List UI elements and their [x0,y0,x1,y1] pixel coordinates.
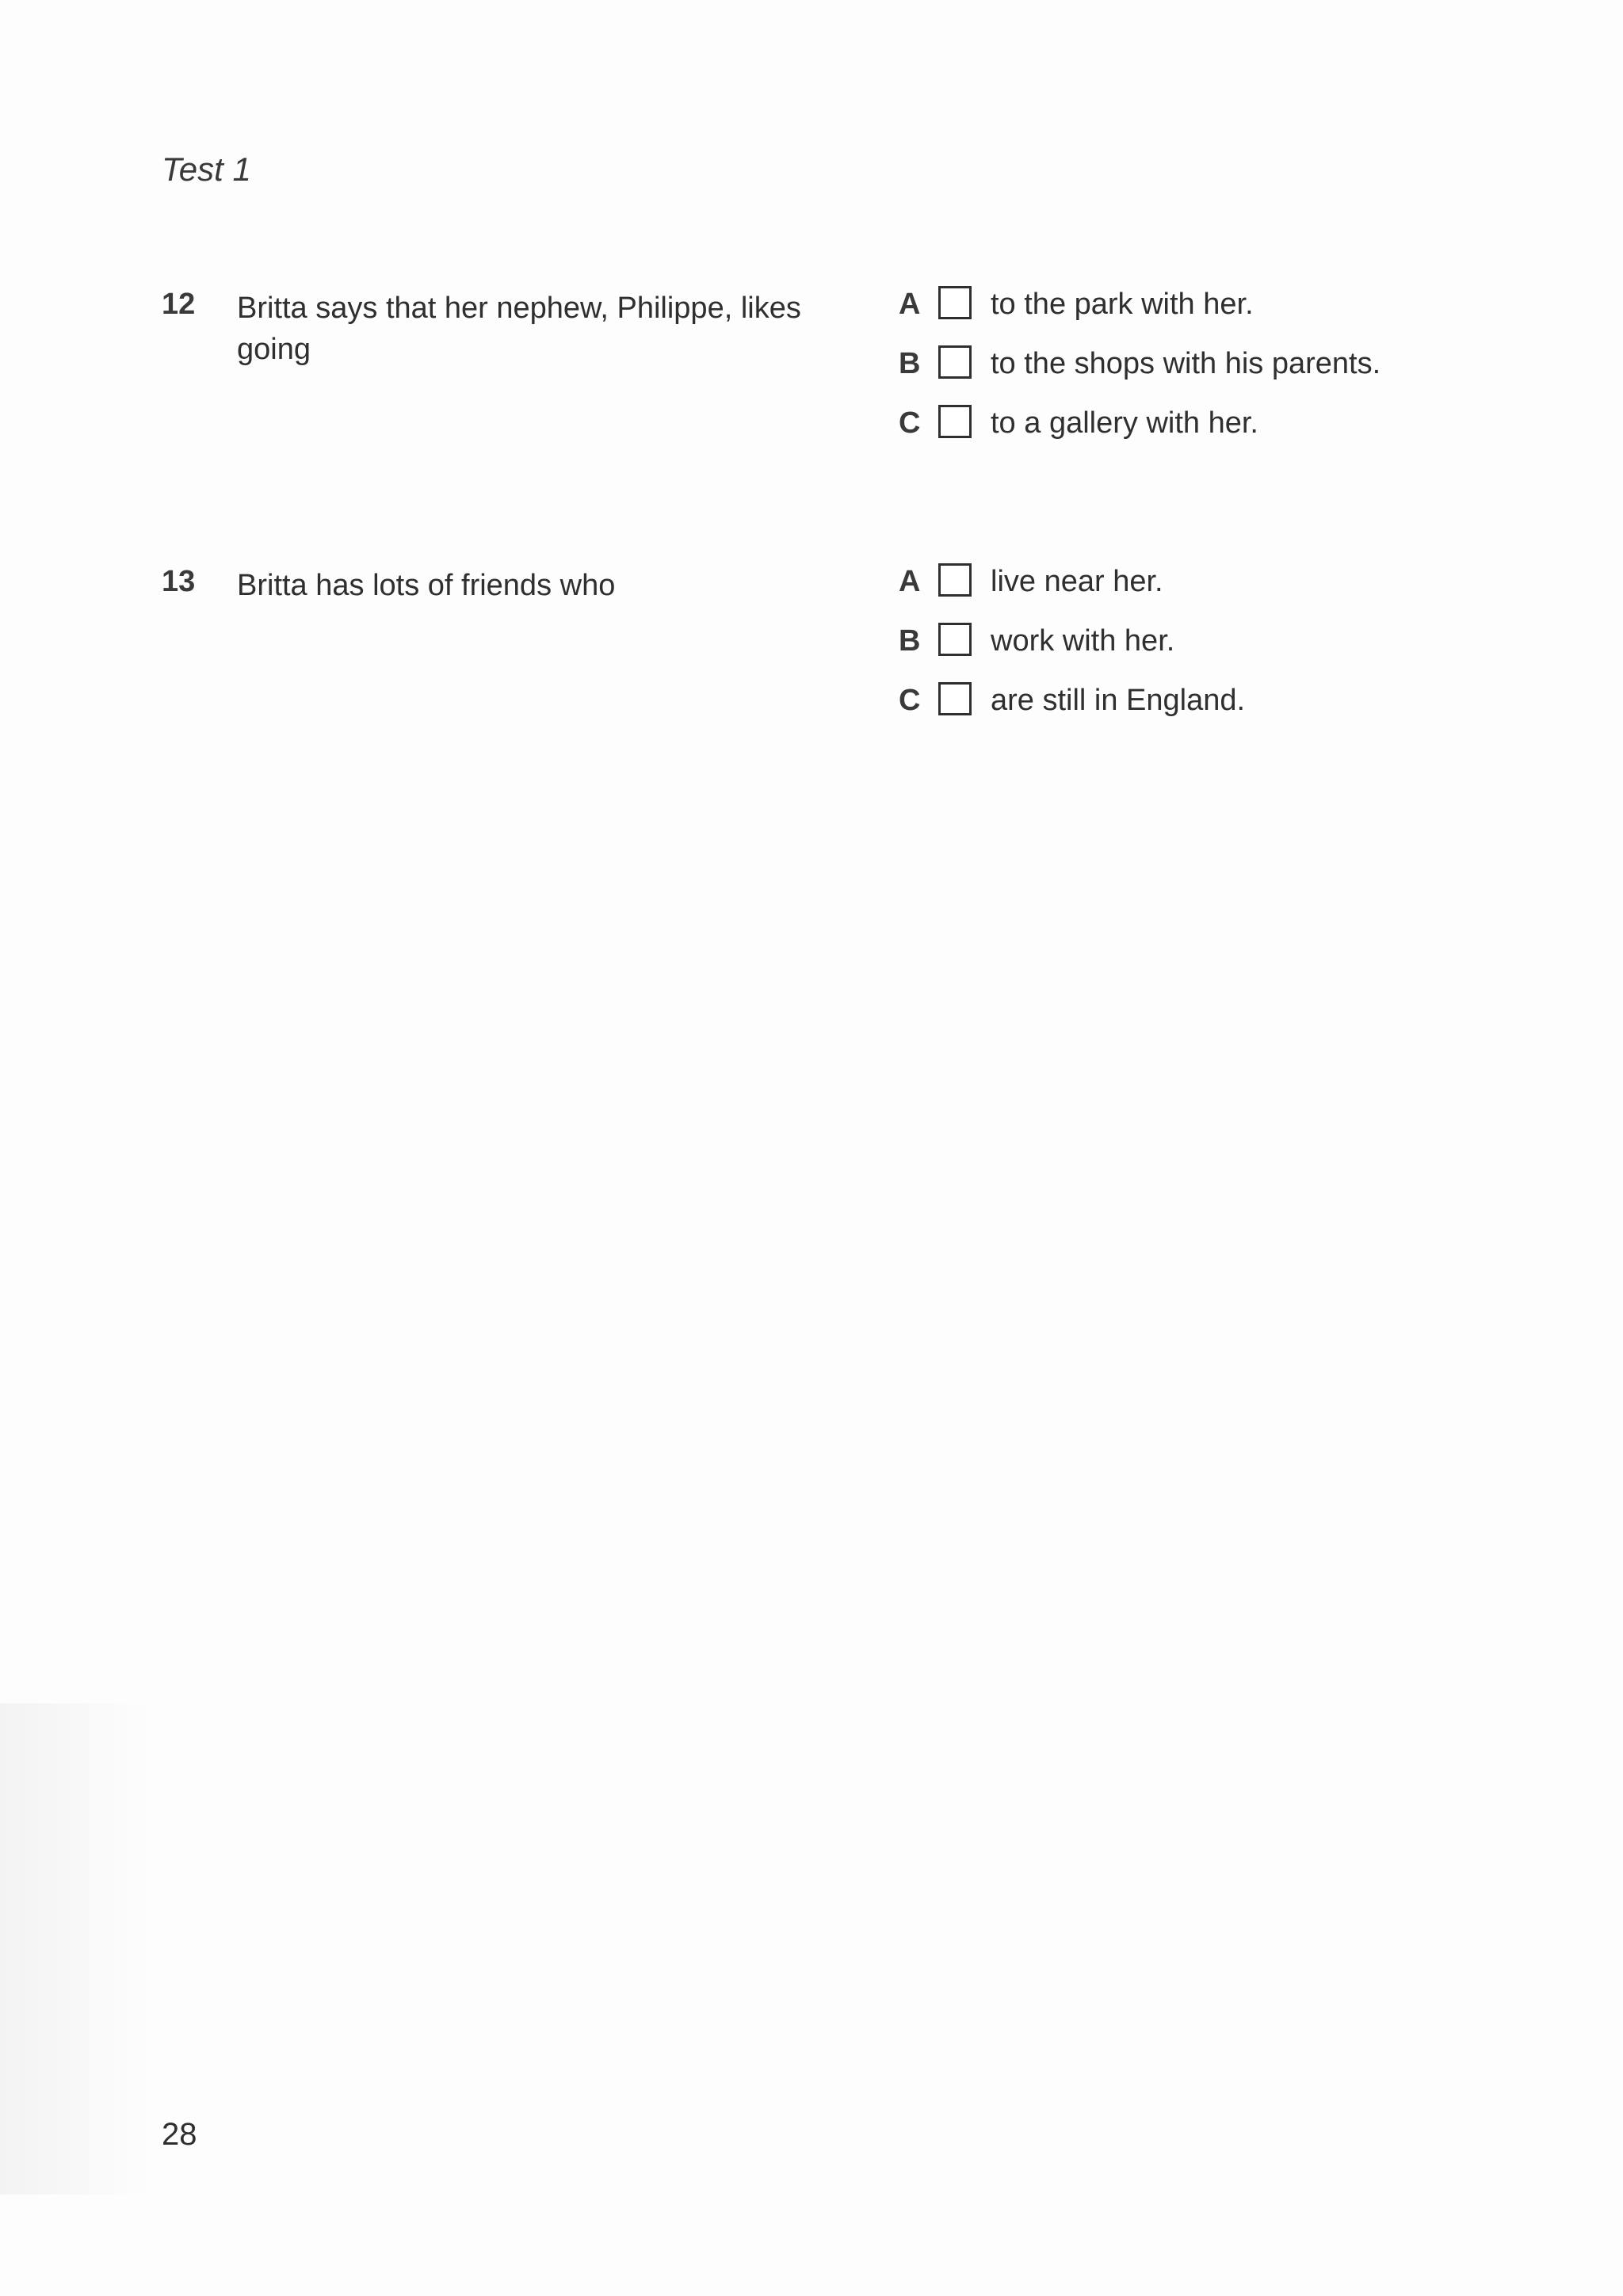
option-letter: A [899,288,921,321]
answer-checkbox[interactable] [938,623,972,656]
question-stem: Britta says that her nephew, Philippe, likes going [237,292,801,366]
option-c[interactable] [899,406,1580,446]
option-text: live near her. [991,565,1163,598]
option-letter: B [899,624,921,658]
option-letter: A [899,565,921,598]
option-text: to the park with her. [991,288,1254,321]
option-text: work with her. [991,624,1175,658]
option-letter: B [899,347,921,380]
option-a[interactable] [899,565,1580,605]
option-letter: C [899,684,921,717]
answer-checkbox[interactable] [938,345,972,379]
answer-checkbox[interactable] [938,405,972,438]
option-b[interactable] [899,624,1580,664]
option-letter: C [899,406,921,440]
running-head: Test 1 [162,151,251,188]
question-number: 13 [162,565,196,598]
option-c[interactable] [899,684,1580,723]
page-number: 28 [162,2117,197,2152]
question-number: 12 [162,288,196,321]
option-text: to a gallery with her. [991,406,1258,440]
scan-edge-shadow [0,1703,151,2195]
answer-checkbox[interactable] [938,286,972,319]
option-b[interactable] [899,347,1580,387]
option-text: to the shops with his parents. [991,347,1381,380]
answer-checkbox[interactable] [938,682,972,715]
option-text: are still in England. [991,684,1246,717]
option-a[interactable] [899,288,1580,327]
question-stem: Britta has lots of friends who [237,569,616,602]
answer-checkbox[interactable] [938,563,972,597]
